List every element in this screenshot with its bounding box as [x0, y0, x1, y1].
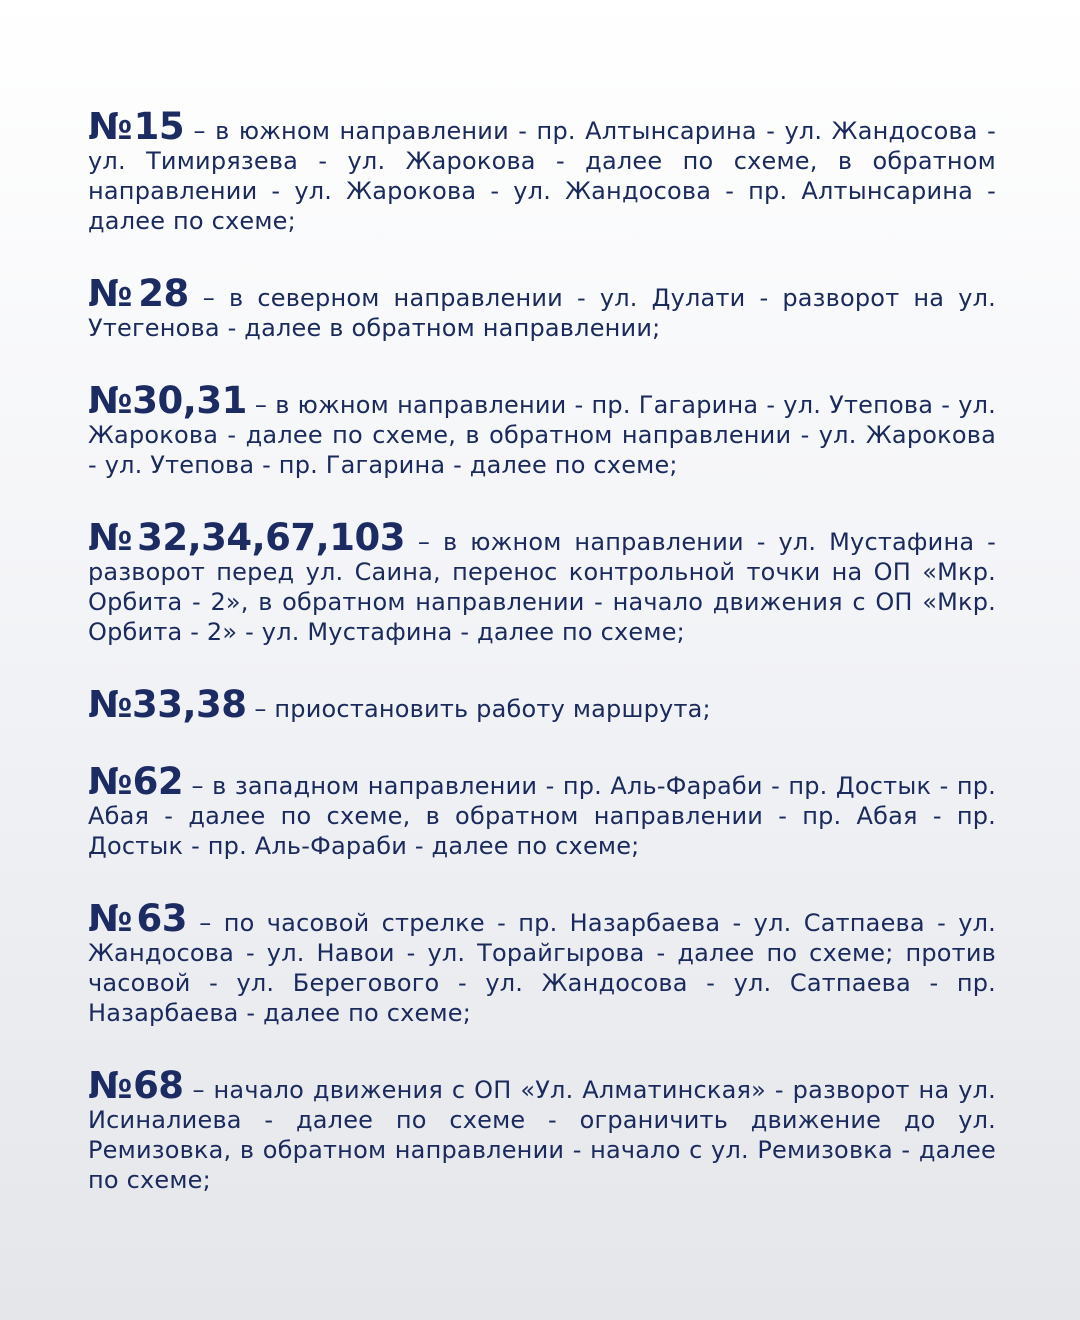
route-description: – в северном направлении - ул. Дулати - разворот на ул. Утегенова - далее в обратном направлении; — [88, 284, 996, 342]
route-number: №32,34,67,103 — [88, 516, 405, 559]
route-description: – в южном направлении - пр. Гагарина - ул. Утепова - ул. Жарокова - далее по схеме, в обратном направлении - ул. Жарокова - ул. Утепова - пр. Гагарина - далее по схеме; — [88, 391, 996, 479]
route-item-15 — [88, 105, 996, 236]
route-item-30-31 — [88, 379, 996, 480]
route-item-63 — [88, 897, 996, 1028]
route-item-68 — [88, 1064, 996, 1195]
route-number: №15 — [88, 105, 185, 148]
route-number: №62 — [88, 760, 184, 803]
route-number: №28 — [88, 272, 189, 315]
route-description: – по часовой стрелке - пр. Назарбаева - ул. Сатпаева - ул. Жандосова - ул. Навои - ул. Торайгырова - далее по схеме; против часовой - ул. Берегового - ул. Жандосова - ул. Сатпаева - пр. Назарбаева - далее по схеме; — [88, 909, 996, 1027]
route-item-32-34-67-103 — [88, 516, 997, 647]
route-description: – в южном направлении - пр. Алтынсарина - ул. Жандосова - ул. Тимирязева - ул. Жарокова - далее по схеме, в обратном направлении - ул. Жарокова - ул. Жандосова - пр. Алтынсарина - далее по схеме; — [88, 117, 996, 235]
route-item-62 — [88, 760, 996, 861]
route-description: – в южном направлении - ул. Мустафина - разворот перед ул. Саина, перенос контрольной точки на ОП «Мкр. Орбита - 2», в обратном направлении - начало движения с ОП «Мкр. Орбита - 2» - ул. Мустафина - далее по схеме; — [88, 528, 997, 646]
route-number: №63 — [88, 897, 187, 940]
route-changes-list — [88, 105, 997, 1238]
route-number: №33,38 — [88, 683, 247, 726]
route-item-33-38 — [88, 683, 996, 726]
route-description: – в западном направлении - пр. Аль-Фараби - пр. Достык - пр. Абая - далее по схеме, в обратном направлении - пр. Абая - пр. Достык - пр. Аль-Фараби - далее по схеме; — [88, 772, 996, 860]
route-description: – начало движения с ОП «Ул. Алматинская» - разворот на ул. Исиналиева - далее по схеме - ограничить движение до ул. Ремизовка, в обратном направлении - начало с ул. Ремизовка - далее по схеме; — [88, 1076, 996, 1194]
route-description: – приостановить работу маршрута; — [246, 695, 711, 723]
route-item-28 — [88, 272, 996, 343]
route-number: №30,31 — [88, 379, 247, 422]
route-number: №68 — [88, 1064, 184, 1107]
